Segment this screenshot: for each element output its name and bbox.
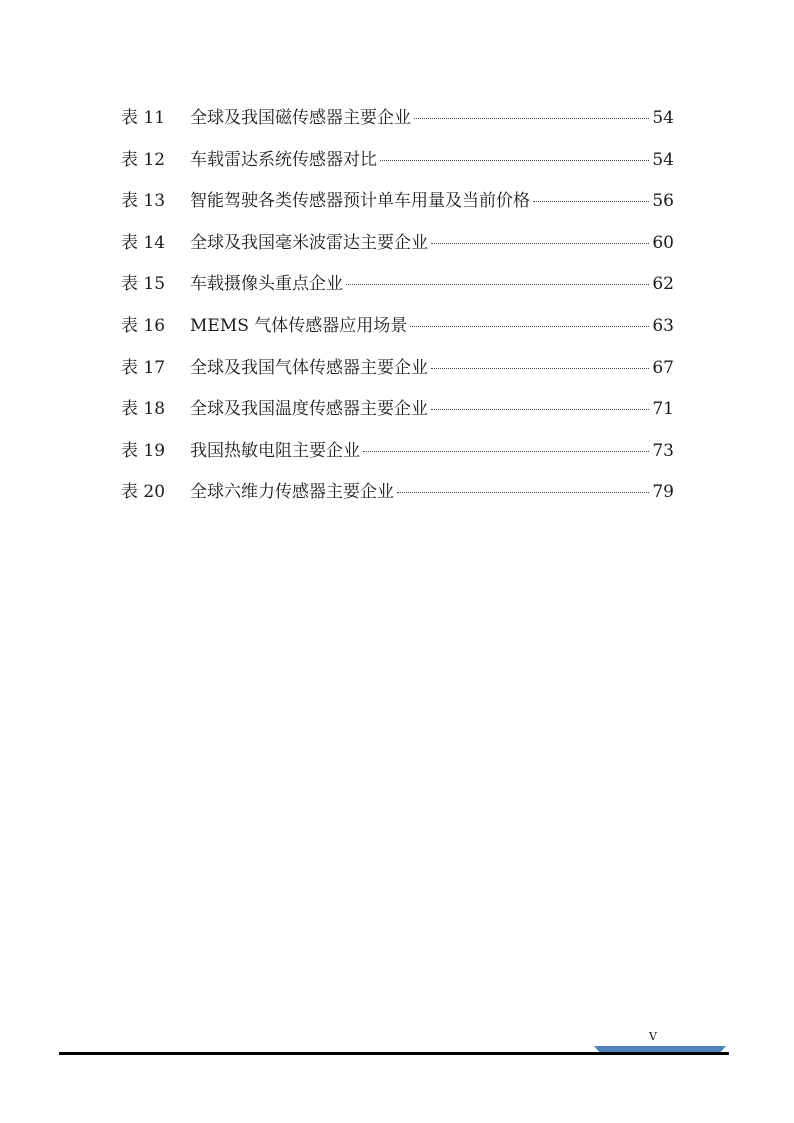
toc-entry-number: 表 18 <box>121 399 166 420</box>
toc-entry-page: 73 <box>652 440 674 461</box>
toc-entry-page: 63 <box>652 315 674 336</box>
toc-entry-page: 56 <box>652 191 674 212</box>
toc-entry-page: 60 <box>652 232 674 253</box>
toc-entry-page: 62 <box>652 274 674 295</box>
toc-entry-title: 全球及我国磁传感器主要企业 <box>190 108 411 128</box>
toc-entry-title: 全球六维力传感器主要企业 <box>190 482 394 503</box>
toc-entry-title: 全球及我国气体传感器主要企业 <box>190 357 428 378</box>
toc-entry-page: 71 <box>652 399 674 420</box>
toc-entry-table-20[interactable] <box>121 478 674 520</box>
toc-entry-table-17[interactable] <box>121 354 674 396</box>
dot-leader <box>346 284 649 285</box>
toc-entry-title: 智能驾驶各类传感器预计单车用量及当前价格 <box>190 191 530 212</box>
toc-entry-title: 车载雷达系统传感器对比 <box>190 149 377 170</box>
toc-entry-table-16[interactable] <box>121 312 674 354</box>
toc-entry-title: MEMS 气体传感器应用场景 <box>190 315 408 336</box>
toc-entry-number: 表 13 <box>121 191 166 212</box>
toc-entry-number: 表 12 <box>121 149 166 170</box>
toc-entry-number: 表 15 <box>121 274 166 295</box>
toc-entry-title: 全球及我国毫米波雷达主要企业 <box>190 232 428 253</box>
toc-entry-title: 全球及我国温度传感器主要企业 <box>190 399 428 420</box>
toc-entry-number: 表 17 <box>121 357 166 378</box>
toc-entry-page: 54 <box>652 149 674 170</box>
dot-leader <box>410 326 649 327</box>
toc-entry-number: 表 14 <box>121 232 166 253</box>
dot-leader <box>431 243 649 244</box>
page-number: V <box>649 1030 657 1043</box>
toc-entry-table-11[interactable] <box>121 104 674 146</box>
dot-leader <box>431 368 649 369</box>
dot-leader <box>431 409 649 410</box>
toc-entry-table-14[interactable] <box>121 229 674 271</box>
dot-leader <box>533 201 649 202</box>
toc-entry-number: 表 11 <box>121 108 166 128</box>
toc-entry-page: 54 <box>652 108 674 128</box>
toc-entry-table-19[interactable] <box>121 437 674 479</box>
toc-entry-page: 67 <box>652 357 674 378</box>
toc-entry-title: 我国热敏电阻主要企业 <box>190 440 360 461</box>
table-of-figures-list <box>121 104 674 520</box>
toc-entry-table-12[interactable] <box>121 146 674 188</box>
toc-entry-page: 79 <box>652 482 674 503</box>
toc-entry-number: 表 20 <box>121 482 166 503</box>
dot-leader <box>397 492 649 493</box>
toc-entry-number: 表 19 <box>121 440 166 461</box>
toc-entry-table-15[interactable] <box>121 270 674 312</box>
dot-leader <box>363 451 649 452</box>
dot-leader <box>414 118 649 119</box>
toc-entry-number: 表 16 <box>121 315 166 336</box>
footer-rule <box>59 1052 729 1055</box>
toc-entry-title: 车载摄像头重点企业 <box>190 274 343 295</box>
dot-leader <box>380 160 649 161</box>
toc-entry-table-18[interactable] <box>121 395 674 437</box>
toc-entry-table-13[interactable] <box>121 187 674 229</box>
